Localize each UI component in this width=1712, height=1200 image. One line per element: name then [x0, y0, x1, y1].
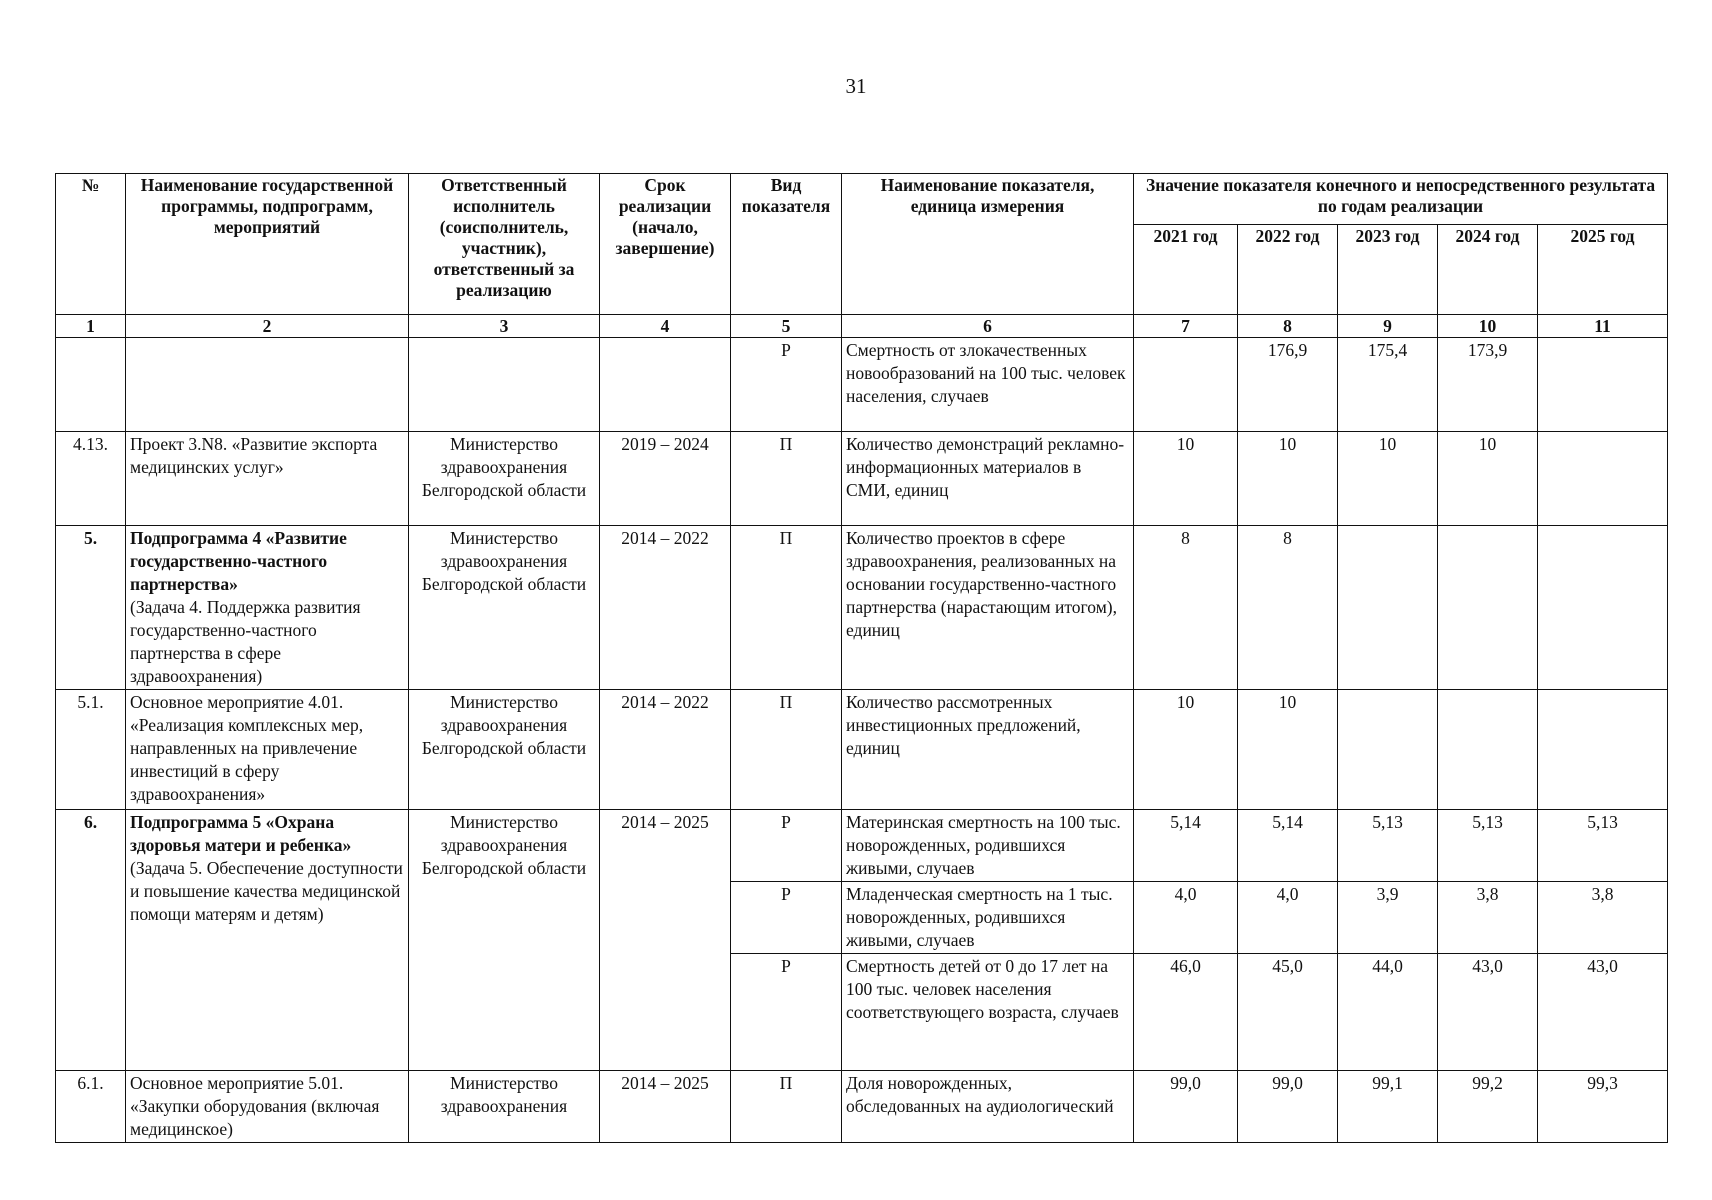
row-number: 5. [56, 526, 126, 690]
column-number: 1 [56, 315, 126, 338]
column-number-row [56, 315, 1668, 338]
row-number: 6.1. [56, 1071, 126, 1143]
header-year: 2022 год [1238, 225, 1338, 315]
value-2022: 99,0 [1238, 1071, 1338, 1143]
value-2022: 10 [1238, 432, 1338, 526]
term: 2014 – 2022 [600, 526, 731, 690]
table-header [56, 174, 1668, 315]
value-2025: 99,3 [1538, 1071, 1668, 1143]
indicator-name: Доля новорожденных, обследованных на аудиологический [842, 1071, 1134, 1143]
program-name [126, 338, 409, 432]
column-number: 5 [731, 315, 842, 338]
subprogram-title: Подпрограмма 5 «Охрана здоровья матери и ребенка» [130, 812, 352, 855]
value-2023 [1338, 526, 1438, 690]
value-2021: 5,14 [1134, 810, 1238, 882]
header-year: 2025 год [1538, 225, 1668, 315]
indicator-kind: Р [731, 954, 842, 1071]
indicator-kind: П [731, 432, 842, 526]
header-indicator-name: Наименование показателя, единица измерения [842, 174, 1134, 315]
table-body [56, 315, 1668, 1143]
column-number: 6 [842, 315, 1134, 338]
value-2022: 8 [1238, 526, 1338, 690]
indicator-kind: Р [731, 882, 842, 954]
column-number: 4 [600, 315, 731, 338]
header-indicator-kind: Вид показателя [731, 174, 842, 315]
executor: Министерство здравоохранения Белгородской области [409, 526, 600, 690]
table-row [56, 432, 1668, 526]
subprogram-task: (Задача 4. Поддержка развития государственно-частного партнерства в сфере здравоохранения) [130, 597, 361, 686]
subprogram-task: (Задача 5. Обеспечение доступности и повышение качества медицинской помощи матерям и детям) [130, 858, 403, 924]
header-year: 2023 год [1338, 225, 1438, 315]
value-2024: 3,8 [1438, 882, 1538, 954]
value-2021: 46,0 [1134, 954, 1238, 1071]
value-2024: 10 [1438, 432, 1538, 526]
program-name [126, 810, 409, 1071]
value-2024: 43,0 [1438, 954, 1538, 1071]
subprogram-title: Подпрограмма 4 «Развитие государственно-частного партнерства» [130, 528, 347, 594]
value-2023: 10 [1338, 432, 1438, 526]
value-2024: 5,13 [1438, 810, 1538, 882]
term: 2019 – 2024 [600, 432, 731, 526]
row-number: 6. [56, 810, 126, 1071]
value-2022: 176,9 [1238, 338, 1338, 432]
header-term: Срок реализации (начало, завершение) [600, 174, 731, 315]
column-number: 8 [1238, 315, 1338, 338]
executor [409, 338, 600, 432]
indicator-kind: П [731, 526, 842, 690]
executor: Министерство здравоохранения Белгородской области [409, 690, 600, 810]
executor: Министерство здравоохранения Белгородской области [409, 810, 600, 1071]
value-2025: 43,0 [1538, 954, 1668, 1071]
table-row [56, 810, 1668, 882]
table-row [56, 526, 1668, 690]
indicator-kind: П [731, 1071, 842, 1143]
term: 2014 – 2025 [600, 810, 731, 1071]
value-2025 [1538, 690, 1668, 810]
table-row [56, 338, 1668, 432]
value-2025: 5,13 [1538, 810, 1668, 882]
value-2021: 8 [1134, 526, 1238, 690]
row-number [56, 338, 126, 432]
column-number: 10 [1438, 315, 1538, 338]
program-name: Проект 3.N8. «Развитие экспорта медицинских услуг» [126, 432, 409, 526]
indicator-name: Количество демонстраций рекламно-информационных материалов в СМИ, единиц [842, 432, 1134, 526]
page-number: 31 [845, 74, 867, 98]
column-number: 9 [1338, 315, 1438, 338]
value-2022: 5,14 [1238, 810, 1338, 882]
value-2021: 10 [1134, 432, 1238, 526]
value-2024: 173,9 [1438, 338, 1538, 432]
term [600, 338, 731, 432]
indicator-name: Смертность детей от 0 до 17 лет на 100 тыс. человек населения соответствующего возраста, случаев [842, 954, 1134, 1071]
program-name: Основное мероприятие 5.01. «Закупки оборудования (включая медицинское) [126, 1071, 409, 1143]
value-2025: 3,8 [1538, 882, 1668, 954]
value-2022: 45,0 [1238, 954, 1338, 1071]
column-number: 2 [126, 315, 409, 338]
value-2021: 10 [1134, 690, 1238, 810]
value-2024 [1438, 690, 1538, 810]
indicator-name: Количество проектов в сфере здравоохранения, реализованных на основании государственно-частного партнерства (нарастающим итогом), единиц [842, 526, 1134, 690]
executor: Министерство здравоохранения [409, 1071, 600, 1143]
header-year: 2021 год [1134, 225, 1238, 315]
row-number: 5.1. [56, 690, 126, 810]
term: 2014 – 2022 [600, 690, 731, 810]
value-2023: 5,13 [1338, 810, 1438, 882]
value-2025 [1538, 526, 1668, 690]
value-2024 [1438, 526, 1538, 690]
indicator-name: Младенческая смертность на 1 тыс. новорожденных, родившихся живыми, случаев [842, 882, 1134, 954]
header-num: № [56, 174, 126, 315]
program-name: Основное мероприятие 4.01. «Реализация комплексных мер, направленных на привлечение инвестиций в сферу здравоохранения» [126, 690, 409, 810]
header-year: 2024 год [1438, 225, 1538, 315]
column-number: 3 [409, 315, 600, 338]
header-executor: Ответственный исполнитель (соисполнитель, участник), ответственный за реализацию [409, 174, 600, 315]
value-2023: 99,1 [1338, 1071, 1438, 1143]
indicator-name: Материнская смертность на 100 тыс. новорожденных, родившихся живыми, случаев [842, 810, 1134, 882]
program-name [126, 526, 409, 690]
indicator-kind: Р [731, 810, 842, 882]
value-2021 [1134, 338, 1238, 432]
column-number: 7 [1134, 315, 1238, 338]
value-2024: 99,2 [1438, 1071, 1538, 1143]
header-values-group: Значение показателя конечного и непосредственного результата по годам реализации [1134, 174, 1668, 225]
term: 2014 – 2025 [600, 1071, 731, 1143]
value-2021: 4,0 [1134, 882, 1238, 954]
value-2025 [1538, 338, 1668, 432]
indicator-name: Смертность от злокачественных новообразований на 100 тыс. человек населения, случаев [842, 338, 1134, 432]
table-row [56, 1071, 1668, 1143]
value-2025 [1538, 432, 1668, 526]
program-indicators-table [55, 173, 1668, 1143]
value-2023: 3,9 [1338, 882, 1438, 954]
indicator-kind: П [731, 690, 842, 810]
header-program-name: Наименование государственной программы, подпрограмм, мероприятий [126, 174, 409, 315]
row-number: 4.13. [56, 432, 126, 526]
executor: Министерство здравоохранения Белгородской области [409, 432, 600, 526]
indicator-kind: Р [731, 338, 842, 432]
value-2021: 99,0 [1134, 1071, 1238, 1143]
value-2023: 175,4 [1338, 338, 1438, 432]
table-row [56, 690, 1668, 810]
value-2022: 4,0 [1238, 882, 1338, 954]
column-number: 11 [1538, 315, 1668, 338]
value-2023 [1338, 690, 1438, 810]
value-2023: 44,0 [1338, 954, 1438, 1071]
indicator-name: Количество рассмотренных инвестиционных предложений, единиц [842, 690, 1134, 810]
value-2022: 10 [1238, 690, 1338, 810]
